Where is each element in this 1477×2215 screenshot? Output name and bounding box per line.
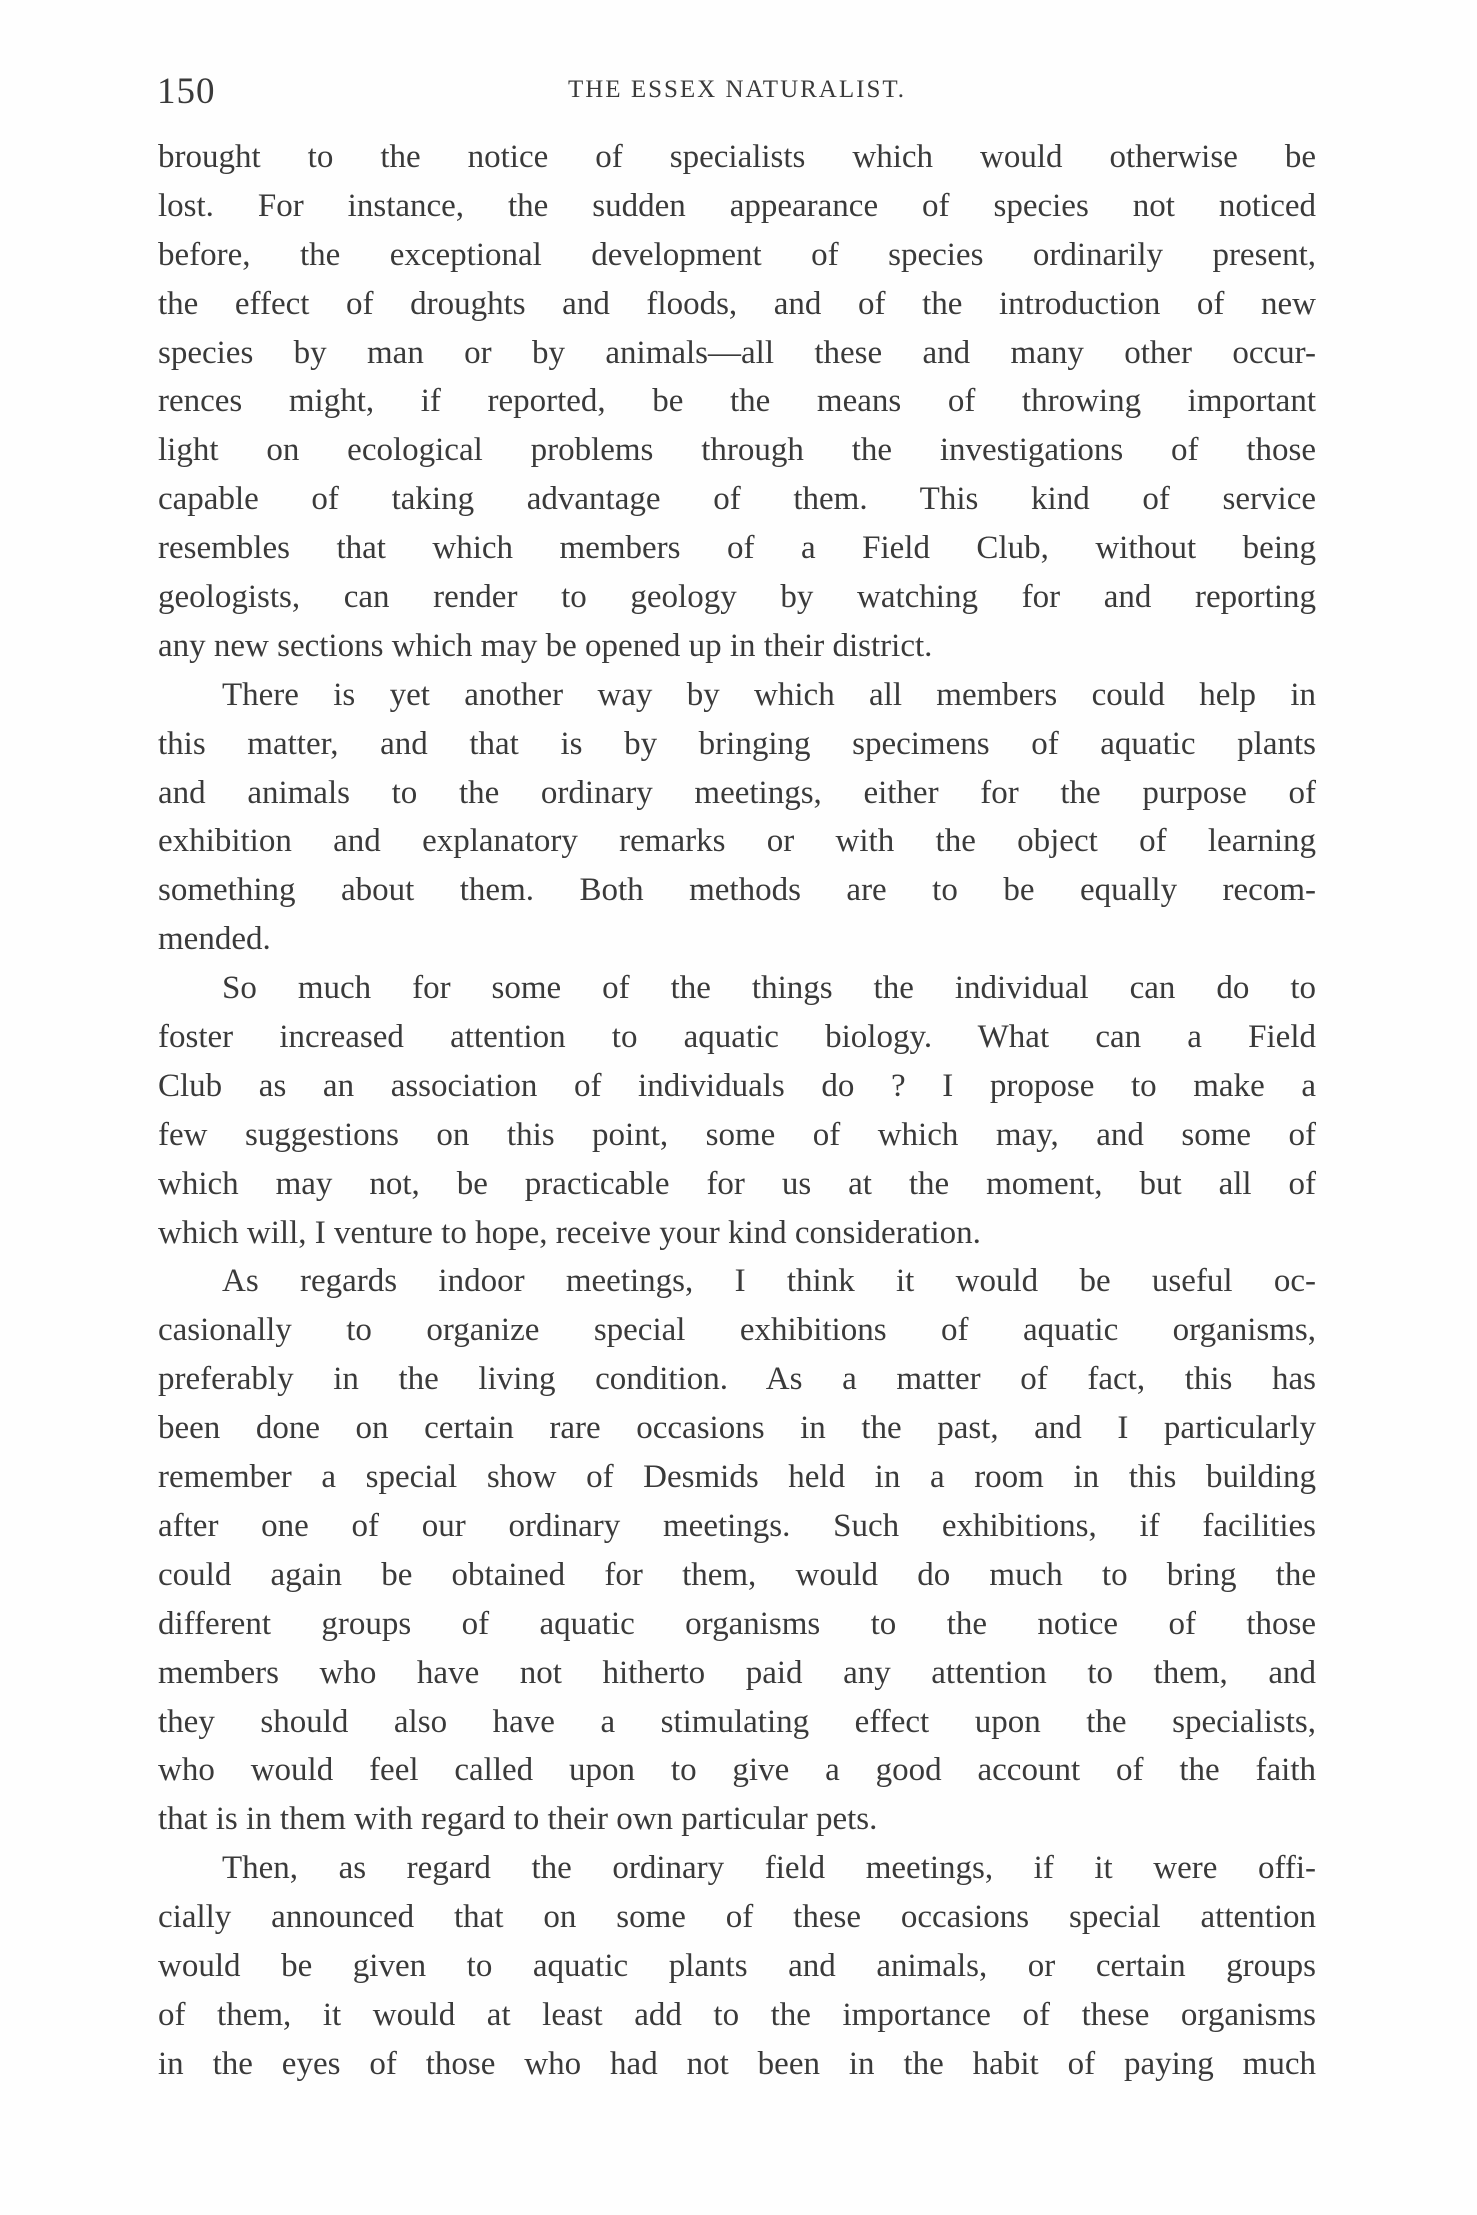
text-line: something about them. Both methods are to be equally recom- — [158, 872, 1316, 909]
text-line: foster increased attention to aquatic biology. What can a Field — [158, 1019, 1316, 1056]
text-line: before, the exceptional development of species ordinarily present, — [158, 236, 1316, 273]
text-line: few suggestions on this point, some of which may, and some of — [158, 1116, 1316, 1153]
text-line: So much for some of the things the individual can do to — [222, 970, 1316, 1007]
text-line: different groups of aquatic organisms to the notice of those — [158, 1605, 1316, 1642]
text-line: capable of taking advantage of them. This kind of service — [158, 481, 1316, 518]
text-line: exhibition and explanatory remarks or with the object of learning — [158, 823, 1316, 860]
text-line: mended. — [158, 921, 271, 958]
text-line: geologists, can render to geology by watching for and reporting — [158, 579, 1316, 616]
text-line: As regards indoor meetings, I think it would be useful oc- — [222, 1263, 1316, 1300]
paragraph — [158, 671, 1316, 964]
text-line: brought to the notice of specialists which would otherwise be — [158, 139, 1316, 175]
text-line: which may not, be practicable for us at the moment, but all of — [158, 1165, 1316, 1202]
text-line: casionally to organize special exhibitions of aquatic organisms, — [158, 1312, 1316, 1349]
text-line: after one of our ordinary meetings. Such exhibitions, if facilities — [158, 1507, 1316, 1544]
text-line: the effect of droughts and floods, and of the introduction of new — [158, 285, 1316, 322]
text-line: light on ecological problems through the investigations of those — [158, 432, 1316, 469]
page-header — [157, 64, 1317, 114]
text-line: remember a special show of Desmids held in a room in this building — [158, 1459, 1316, 1496]
page-number: 150 — [157, 71, 216, 112]
text-line: lost. For instance, the sudden appearance of species not noticed — [158, 187, 1316, 224]
text-line: that is in them with regard to their own particular pets. — [158, 1801, 878, 1838]
text-line: cially announced that on some of these occasions special attention — [158, 1899, 1316, 1936]
text-line: species by man or by animals—all these and many other occur- — [158, 334, 1316, 371]
text-line: There is yet another way by which all members could help in — [222, 676, 1316, 713]
text-line: Then, as regard the ordinary field meetings, if it were offi- — [222, 1850, 1316, 1887]
text-line: would be given to aquatic plants and animals, or certain groups — [158, 1947, 1316, 1984]
text-line: rences might, if reported, be the means of throwing important — [158, 383, 1316, 420]
text-line: of them, it would at least add to the importance of these organisms — [158, 1996, 1316, 2033]
text-line: members who have not hitherto paid any attention to them, and — [158, 1654, 1316, 1691]
paragraph — [158, 964, 1316, 1257]
text-line: which will, I venture to hope, receive your kind consideration. — [158, 1214, 981, 1251]
text-line: any new sections which may be opened up in their district. — [158, 627, 933, 664]
paragraph — [158, 133, 1316, 671]
text-line: been done on certain rare occasions in the past, and I particularly — [158, 1410, 1316, 1447]
body-text — [158, 133, 1316, 2089]
paragraph — [158, 1844, 1316, 2088]
text-line: and animals to the ordinary meetings, either for the purpose of — [158, 774, 1316, 811]
text-line: this matter, and that is by bringing specimens of aquatic plants — [158, 725, 1316, 762]
text-line: in the eyes of those who had not been in the habit of paying much — [158, 2045, 1316, 2082]
running-head: THE ESSEX NATURALIST. — [567, 76, 907, 103]
text-line: they should also have a stimulating effect upon the specialists, — [158, 1703, 1316, 1740]
text-line: resembles that which members of a Field Club, without being — [158, 530, 1316, 567]
text-line: could again be obtained for them, would do much to bring the — [158, 1556, 1316, 1593]
text-line: who would feel called upon to give a good account of the faith — [158, 1752, 1316, 1789]
text-line: Club as an association of individuals do ? I propose to make a — [158, 1067, 1316, 1104]
paragraph — [158, 1257, 1316, 1844]
text-line: preferably in the living condition. As a matter of fact, this has — [158, 1361, 1316, 1398]
